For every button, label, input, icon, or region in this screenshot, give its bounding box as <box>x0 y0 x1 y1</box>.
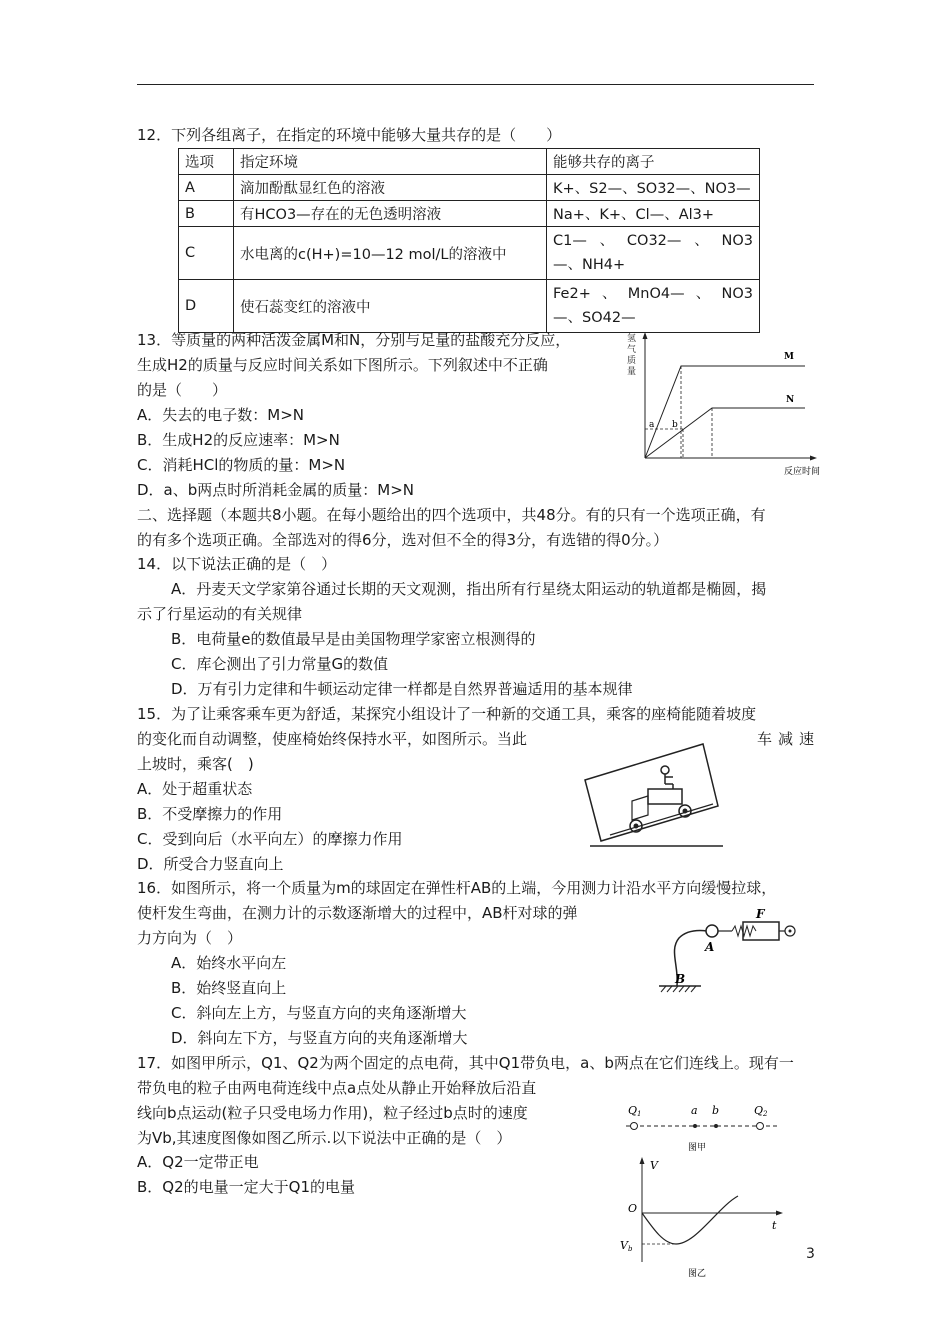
seat-base <box>632 796 648 820</box>
q17-stem-line-3: 线向b点运动(粒子只受电场力作用)，粒子经过b点时的速度 <box>137 1104 528 1122</box>
y-axis-arrow <box>643 332 648 339</box>
label-Q1: Q1 <box>628 1104 642 1118</box>
ion: NO3 <box>721 233 753 249</box>
label-a: a <box>691 1104 698 1117</box>
section-2-instructions-line-2: 的有多个选项正确。全部选对的得6分，选对但不全的得3分，有选错的得0分。） <box>137 531 669 549</box>
option-letter: D <box>179 280 234 333</box>
label-B: B <box>675 972 686 986</box>
label-a: a <box>649 420 655 430</box>
charge-Q2 <box>757 1123 764 1130</box>
environment-cell: 使石蕊变红的溶液中 <box>234 280 547 333</box>
table-row <box>179 201 760 227</box>
q14-stem: 14．以下说法正确的是（ ） <box>137 555 337 573</box>
ions-cell: Na+、K+、Cl—、Al3+ <box>547 201 760 227</box>
q16-stem-line-2: 使杆发生弯曲，在测力计的示数逐渐增大的过程中，AB杆对球的弹 <box>137 904 578 922</box>
q15-stem-line-2-end <box>757 728 814 750</box>
label-N: N <box>786 395 795 405</box>
table-header-row <box>179 149 760 175</box>
environment-cell: 滴加酚酞显红色的溶液 <box>234 175 547 201</box>
label-V: V <box>650 1159 658 1172</box>
q16-option-a: A．始终水平向左 <box>171 954 287 972</box>
x-axis-label: 反应时间 <box>784 467 821 477</box>
q14-option-a-line-2: 示了行星运动的有关规律 <box>137 605 303 623</box>
section-2-instructions-line-1: 二、选择题（本题共8小题。在每小题给出的四个选项中，共48分。有的只有一个选项正确，有 <box>137 506 766 524</box>
seat <box>648 789 682 804</box>
ion: C1— <box>553 233 587 249</box>
table-row <box>179 175 760 201</box>
t-axis-arrow <box>776 1211 783 1216</box>
q14-option-c: C．库仑测出了引力常量G的数值 <box>171 655 389 673</box>
label-t: t <box>772 1219 777 1232</box>
table-header-cell: 选项 <box>179 149 234 175</box>
environment-cell: 有HCO3—存在的无色透明溶液 <box>234 201 547 227</box>
q15-option-d: D．所受合力竖直向上 <box>137 855 284 873</box>
label-Vb: Vb <box>620 1239 633 1253</box>
q14-option-b: B．电荷量e的数值最早是由美国物理学家密立根测得的 <box>171 630 536 648</box>
q17-figure-yi-velocity-graph <box>610 1152 790 1282</box>
q15-stem-line-3: 上坡时，乘客( ) <box>137 755 254 773</box>
q13-stem-line-2: 生成H2的质量与反应时间关系如下图所示。下列叙述中不正确 <box>137 356 548 374</box>
q17-stem-line-4: 为Vb,其速度图像如图乙所示.以下说法中正确的是（ ） <box>137 1129 512 1147</box>
ions-line-1 <box>553 282 753 306</box>
point-b <box>714 1124 718 1128</box>
label-M: M <box>784 352 794 362</box>
q15-option-c: C．受到向后（水平向左）的摩擦力作用 <box>137 830 403 848</box>
word: 车 <box>757 730 773 748</box>
svg-text:气: 气 <box>627 345 637 355</box>
svg-text:氢: 氢 <box>627 334 637 344</box>
option-letter: A <box>179 175 234 201</box>
ion: CO32— <box>626 233 682 249</box>
table-row <box>179 280 760 333</box>
caption-yi: 图乙 <box>688 1269 707 1279</box>
svg-text:质: 质 <box>627 356 637 366</box>
x-axis-arrow <box>810 456 817 461</box>
ions-line-1 <box>553 229 753 253</box>
slope-surface <box>610 804 713 835</box>
q13-stem-line-1: 13．等质量的两种活泼金属M和N，分别与足量的盐酸充分反应， <box>137 331 571 349</box>
spring <box>732 926 756 936</box>
q15-tilted-vehicle-figure <box>580 740 730 852</box>
caption-jia: 图甲 <box>688 1143 707 1153</box>
q17-option-b: B．Q2的电量一定大于Q1的电量 <box>137 1178 355 1196</box>
separator: 、 <box>695 286 711 302</box>
ions-line-2: —、SO42— <box>553 310 636 326</box>
q16-stem-line-3: 力方向为（ ） <box>137 929 243 947</box>
ground-hatch <box>661 986 696 992</box>
point-a <box>693 1124 697 1128</box>
q17-figure-jia <box>620 1098 790 1158</box>
q13-option-a: A．失去的电子数：M>N <box>137 406 304 424</box>
table-header-cell: 能够共存的离子 <box>547 149 760 175</box>
label-b: b <box>712 1104 720 1117</box>
ions-cell: K+、S2—、SO32—、NO3— <box>547 175 760 201</box>
q16-option-b: B．始终竖直向上 <box>171 979 287 997</box>
svg-text:量: 量 <box>627 367 637 377</box>
table-header-cell: 指定环境 <box>234 149 547 175</box>
q13-hydrogen-mass-graph <box>620 330 825 480</box>
page-number: 3 <box>806 1246 815 1262</box>
q16-stem-line-1: 16．如图所示，将一个质量为m的球固定在弹性杆AB的上端，今用测力计沿水平方向缓慢拉球， <box>137 879 777 897</box>
word: 减 <box>777 730 793 748</box>
q17-stem-line-2: 带负电的粒子由两电荷连线中点a点处从静止开始释放后沿直 <box>137 1079 537 1097</box>
curve-N <box>645 408 805 458</box>
q15-option-b: B．不受摩擦力的作用 <box>137 805 283 823</box>
q12-options-table <box>178 148 760 333</box>
ball <box>706 925 718 937</box>
label-F: F <box>756 907 765 921</box>
q15-stem-line-1: 15．为了让乘客乘车更为舒适，某探究小组设计了一种新的交通工具，乘客的座椅能随着坡度 <box>137 705 757 723</box>
ion: Fe2+ <box>553 286 591 302</box>
q14-option-d: D．万有引力定律和牛顿运动定律一样都是自然界普遍适用的基本规律 <box>171 680 633 698</box>
separator: 、 <box>694 233 709 249</box>
q13-stem-line-3: 的是（ ） <box>137 381 228 399</box>
header-rule <box>137 84 814 85</box>
q12-stem: 12．下列各组离子，在指定的环境中能够大量共存的是（ ） <box>137 126 562 144</box>
word: 速 <box>798 730 814 748</box>
label-Q2: Q2 <box>754 1104 768 1118</box>
ion: MnO4— <box>627 286 685 302</box>
separator: 、 <box>602 286 617 302</box>
environment-cell: 水电离的c(H+)=10—12 mol/L的溶液中 <box>234 227 547 280</box>
q17-stem-line-1: 17．如图甲所示，Q1、Q2为两个固定的点电荷，其中Q1带负电，a、b两点在它们连线上。现有一 <box>137 1054 794 1072</box>
option-letter: B <box>179 201 234 227</box>
ions-cell <box>547 280 760 333</box>
q16-spring-scale-figure <box>645 900 805 1000</box>
passenger-icon <box>661 766 673 789</box>
q13-option-c: C．消耗HCl的物质的量：M>N <box>137 456 346 474</box>
charge-Q1 <box>631 1123 638 1130</box>
option-letter: C <box>179 227 234 280</box>
separator: 、 <box>599 233 615 249</box>
v-axis-arrow <box>640 1157 645 1164</box>
q15-stem-line-2: 的变化而自动调整，使座椅始终保持水平，如图所示。当此 <box>137 730 528 748</box>
q13-option-b: B．生成H2的反应速率：M>N <box>137 431 340 449</box>
q13-option-d: D．a、b两点时所消耗金属的质量：M>N <box>137 481 414 499</box>
label-b: b <box>672 420 678 430</box>
label-A: A <box>705 940 715 954</box>
table-row <box>179 227 760 280</box>
ion: NO3 <box>721 286 753 302</box>
q15-option-a: A．处于超重状态 <box>137 780 253 798</box>
ions-cell <box>547 227 760 280</box>
curve-M <box>645 366 805 458</box>
label-O: O <box>628 1202 638 1215</box>
velocity-curve <box>642 1196 738 1244</box>
q16-option-d: D．斜向左下方，与竖直方向的夹角逐渐增大 <box>171 1029 468 1047</box>
q16-option-c: C．斜向左上方，与竖直方向的夹角逐渐增大 <box>171 1004 467 1022</box>
q17-option-a: A．Q2一定带正电 <box>137 1153 259 1171</box>
q14-option-a-line-1: A．丹麦天文学家第谷通过长期的天文观测，指出所有行星绕太阳运动的轨道都是椭圆，揭 <box>171 580 767 598</box>
vehicle-body <box>585 744 718 841</box>
y-axis-label <box>627 332 636 377</box>
ions-line-2: —、NH4+ <box>553 257 626 273</box>
